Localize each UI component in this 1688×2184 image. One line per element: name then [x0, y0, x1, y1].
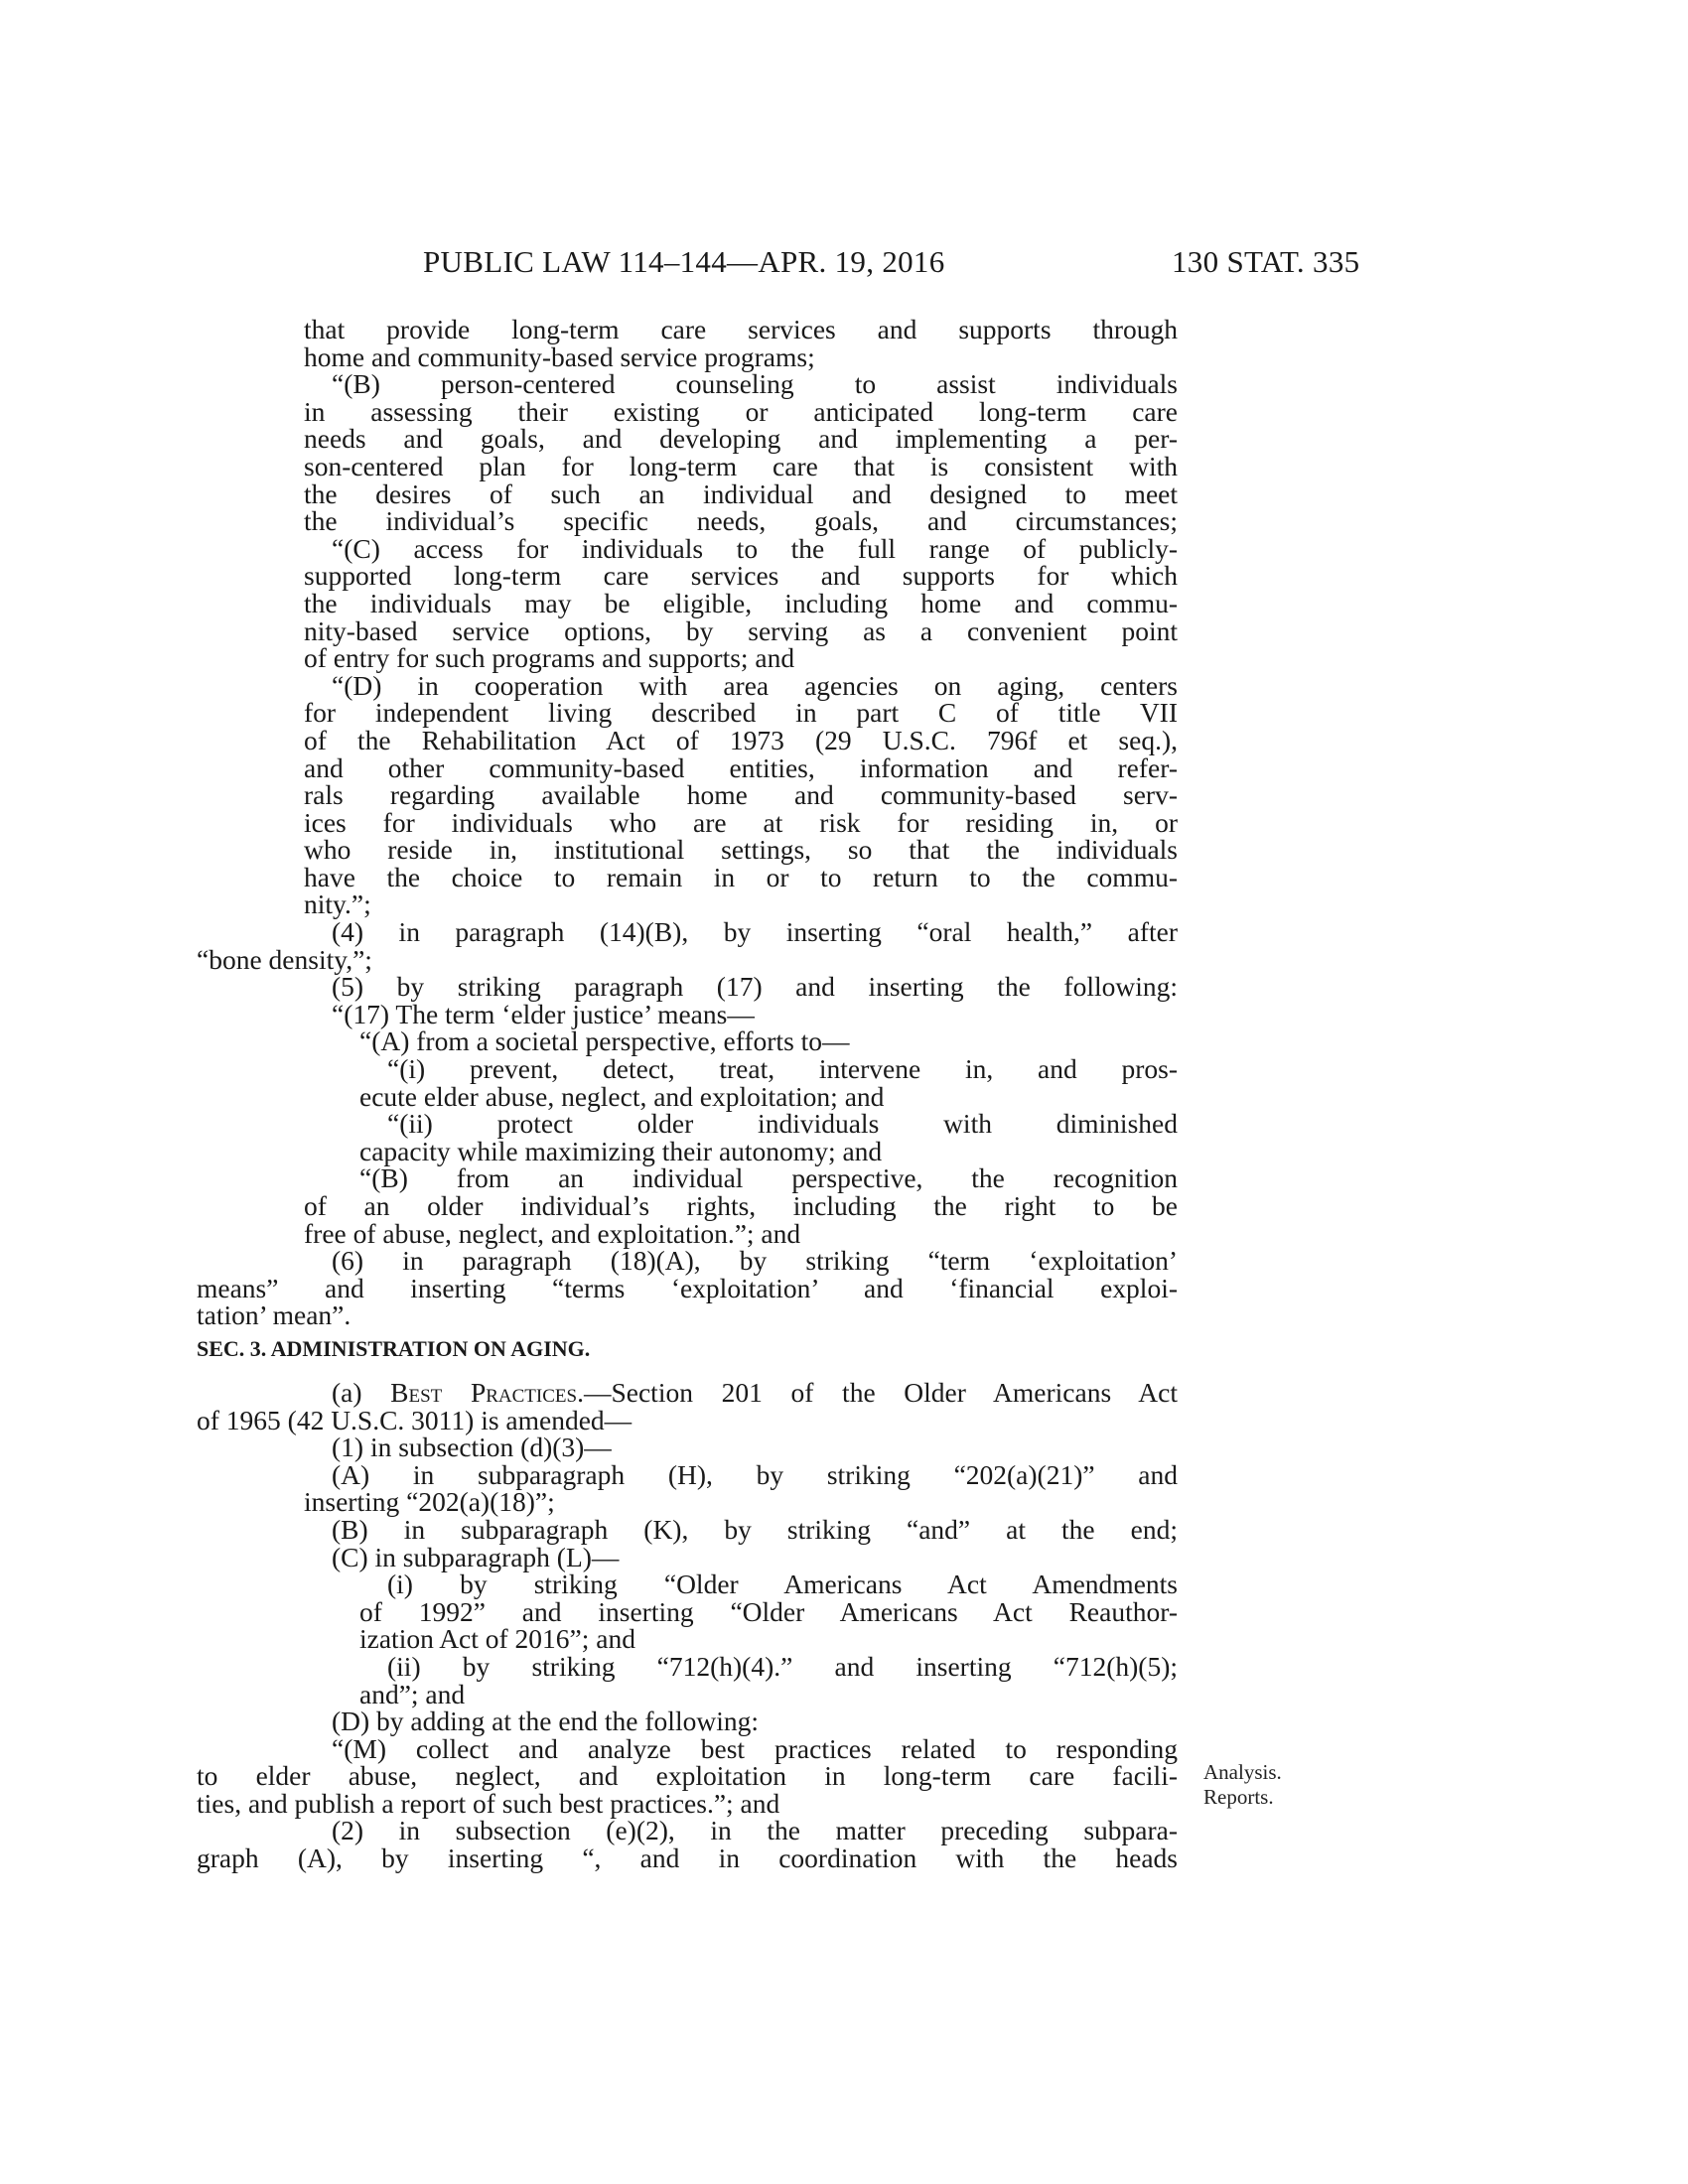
text-line: supported long-term care services and supports for which: [304, 560, 1178, 592]
text-line: to elder abuse, neglect, and exploitation in long-term care facili-: [197, 1760, 1178, 1792]
statute-page-number: 130 STAT. 335: [1172, 244, 1360, 279]
text-line: inserting “202(a)(18)”;: [304, 1486, 555, 1518]
text-line: “(i) prevent, detect, treat, intervene in, and pros-: [387, 1053, 1178, 1085]
text-line: (D) by adding at the end the following:: [332, 1706, 759, 1737]
text-line: “bone density,”;: [197, 943, 372, 975]
text-line: needs and goals, and developing and implementing a per-: [304, 423, 1178, 455]
text-line: for independent living described in part C of title VII: [304, 697, 1178, 729]
text-line: of 1992” and inserting “Older Americans Act Reauthor-: [359, 1595, 1178, 1627]
section-heading: SEC. 3. ADMINISTRATION ON AGING.: [197, 1335, 591, 1361]
text-line: of an older individual’s rights, including the right to be: [304, 1190, 1178, 1221]
text-line: “(B) person-centered counseling to assist individuals: [332, 368, 1178, 400]
text-line: of 1965 (42 U.S.C. 3011) is amended—: [197, 1404, 633, 1435]
text-line: free of abuse, neglect, and exploitation.”; and: [304, 1217, 801, 1249]
text-line-subsection-heading: (a) Best Practices.—Section 201 of the Older Americans Act: [332, 1376, 1178, 1408]
margin-notes: [1203, 1760, 1282, 1810]
text-line: ices for individuals who are at risk for residing in, or: [304, 806, 1178, 838]
page-header: [0, 244, 1688, 284]
text-line: that provide long-term care services and supports through: [304, 314, 1178, 344]
text-line: (i) by striking “Older Americans Act Amendments: [387, 1569, 1178, 1600]
text-line: and”; and: [359, 1678, 466, 1709]
text-line: ization Act of 2016”; and: [359, 1623, 635, 1655]
text-line: (ii) by striking “712(h)(4).” and inserting “712(h)(5);: [387, 1650, 1178, 1682]
text-line: “(C) access for individuals to the full range of publicly-: [332, 532, 1178, 564]
text-line: “(A) from a societal perspective, efforts to—: [359, 1025, 850, 1057]
text-line: the individuals may be eligible, including home and commu-: [304, 587, 1178, 618]
text-line: “(ii) protect older individuals with diminished: [387, 1108, 1178, 1140]
text-line: have the choice to remain in or to return to the commu-: [304, 861, 1178, 892]
text-line: (C) in subparagraph (L)—: [332, 1541, 620, 1572]
text-line: ecute elder abuse, neglect, and exploitation; and: [359, 1080, 885, 1112]
text-line: graph (A), by inserting “, and in coordination with the heads: [197, 1843, 1178, 1874]
text-line: “(17) The term ‘elder justice’ means—: [332, 998, 755, 1029]
text-line: nity.”;: [304, 888, 371, 920]
text-line: “(D) in cooperation with area agencies on aging, centers: [332, 669, 1178, 701]
text-line: (A) in subparagraph (H), by striking “202(a)(21)” and: [332, 1458, 1178, 1490]
text-line: ties, and publish a report of such best practices.”; and: [197, 1787, 780, 1819]
text-line: “(M) collect and analyze best practices related to responding: [332, 1732, 1178, 1764]
text-line: (1) in subsection (d)(3)—: [332, 1432, 612, 1463]
text-line: tation’ mean”.: [197, 1299, 352, 1331]
text-line: (6) in paragraph (18)(A), by striking “term ‘exploitation’: [332, 1245, 1178, 1277]
text-line: of entry for such programs and supports; and: [304, 642, 795, 674]
margin-note: Reports.: [1203, 1785, 1274, 1809]
text-line: (2) in subsection (e)(2), in the matter preceding subpara-: [332, 1815, 1178, 1846]
text-line: (4) in paragraph (14)(B), by inserting “oral health,” after: [332, 916, 1178, 948]
text-line: capacity while maximizing their autonomy; and: [359, 1135, 883, 1166]
text-line: in assessing their existing or anticipated long-term care: [304, 395, 1178, 427]
text-line: means” and inserting “terms ‘exploitation’ and ‘financial exploi-: [197, 1272, 1178, 1303]
text-line: (5) by striking paragraph (17) and inserting the following:: [332, 971, 1178, 1003]
text-line: of the Rehabilitation Act of 1973 (29 U.S.C. 796f et seq.),: [304, 724, 1178, 755]
text-line: who reside in, institutional settings, so that the individuals: [304, 834, 1178, 866]
text-line: (B) in subparagraph (K), by striking “and” at the end;: [332, 1513, 1178, 1545]
text-line: “(B) from an individual perspective, the recognition: [359, 1162, 1178, 1194]
text-line: the individual’s specific needs, goals, and circumstances;: [304, 505, 1178, 537]
margin-note: Analysis.: [1203, 1760, 1282, 1784]
document-body: [197, 314, 1178, 1874]
text-line: son-centered plan for long-term care that is consistent with: [304, 450, 1178, 481]
text-line: rals regarding available home and community-based serv-: [304, 779, 1178, 811]
law-citation: PUBLIC LAW 114–144—APR. 19, 2016: [423, 244, 945, 279]
text-line: the desires of such an individual and designed to meet: [304, 478, 1178, 509]
text-line: nity-based service options, by serving as a convenient point: [304, 614, 1178, 646]
text-line: and other community-based entities, information and refer-: [304, 751, 1178, 783]
text-line: home and community-based service programs;: [304, 341, 815, 372]
